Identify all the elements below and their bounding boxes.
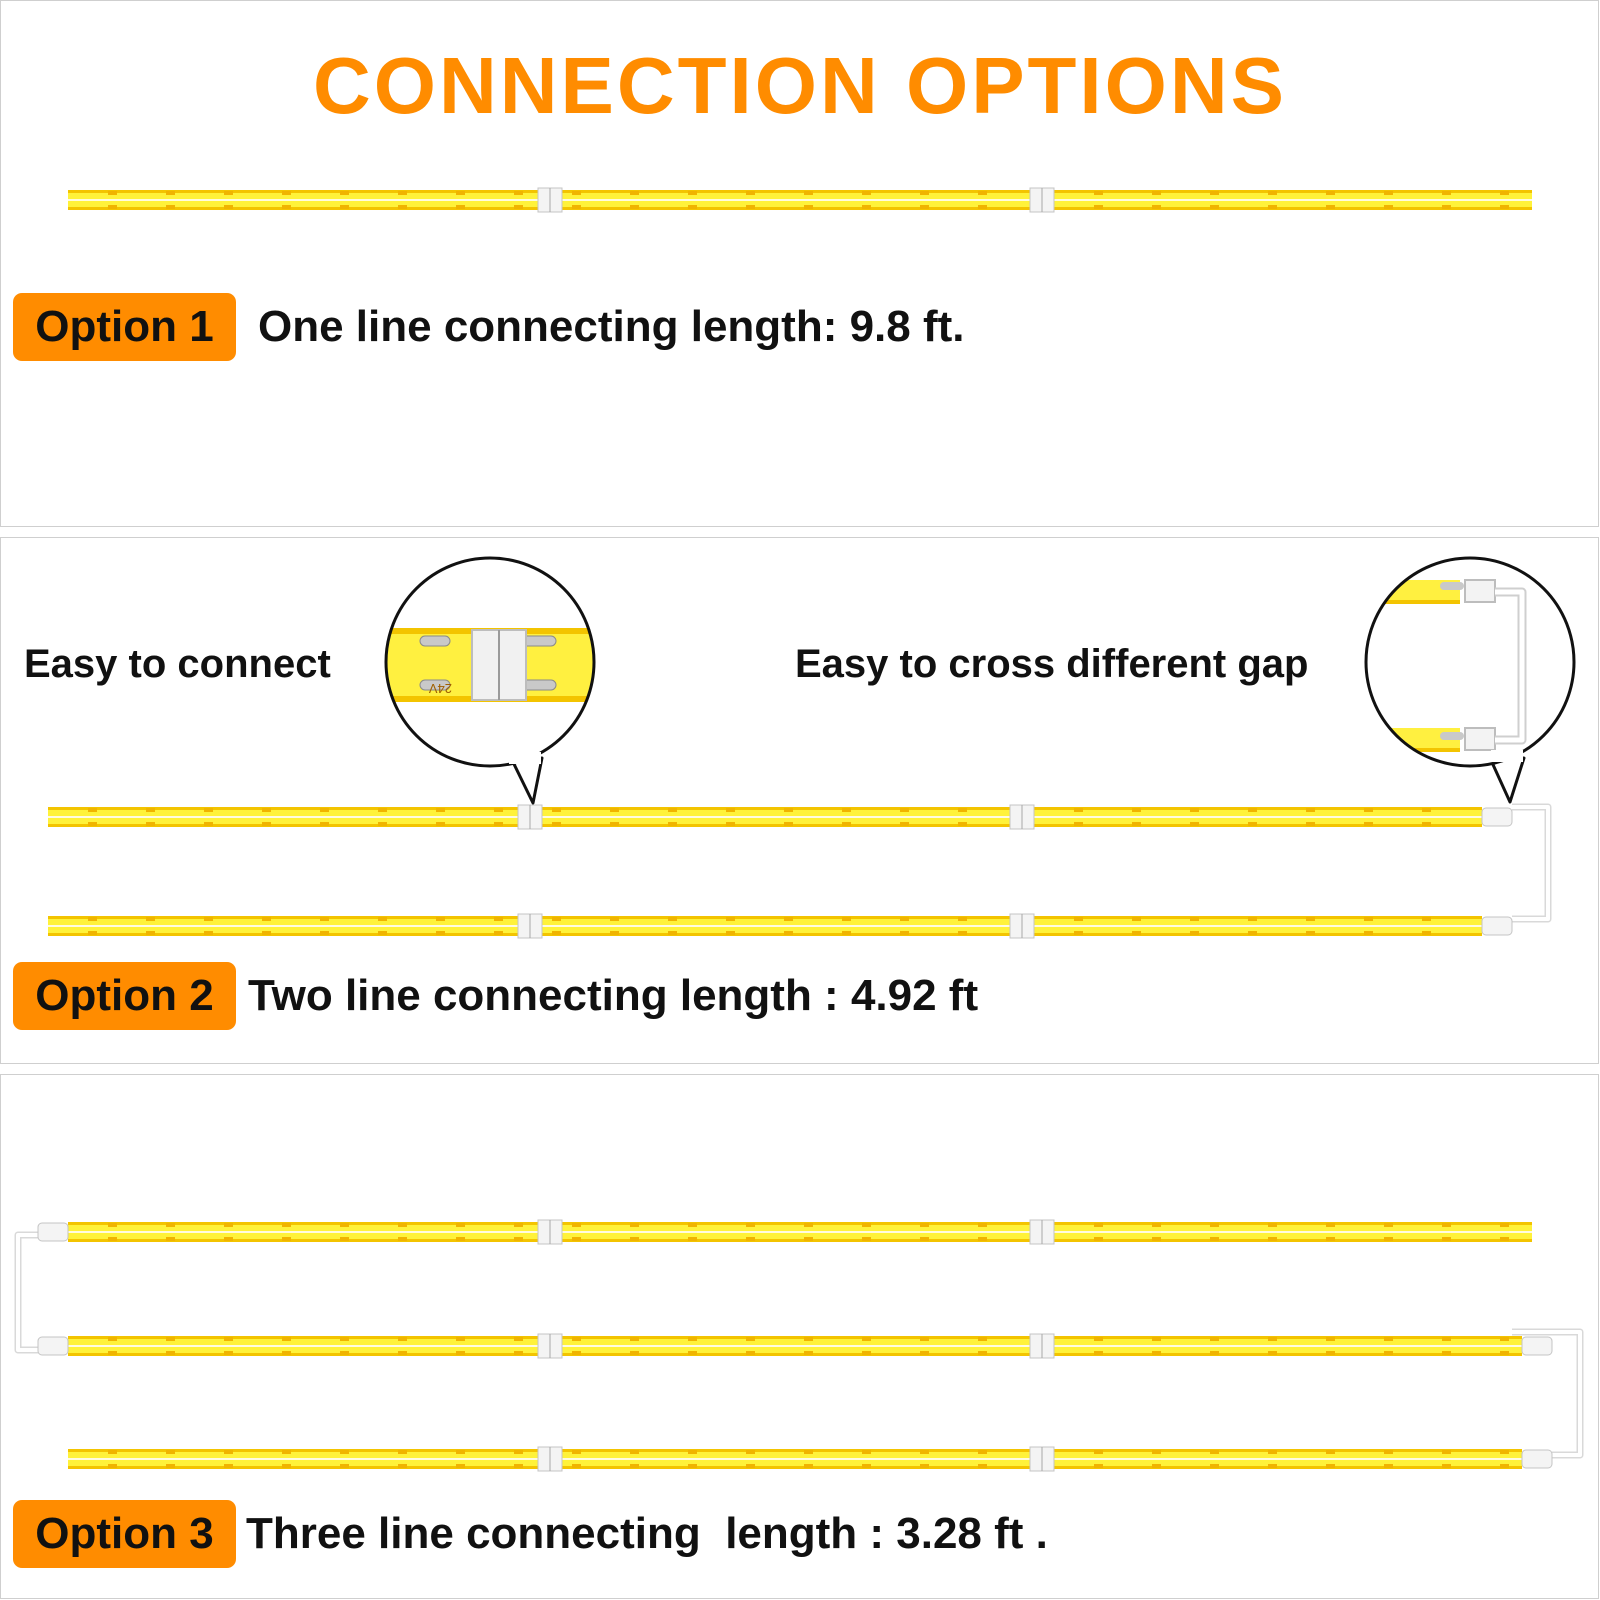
option-1-description: One line connecting length: 9.8 ft. bbox=[258, 302, 965, 351]
option-2-description: Two line connecting length : 4.92 ft bbox=[248, 971, 979, 1020]
cable-connector bbox=[38, 1223, 68, 1241]
cable-connector bbox=[1522, 1337, 1552, 1355]
cable-connector bbox=[38, 1337, 68, 1355]
gap-cable-option-3-left bbox=[18, 1235, 70, 1350]
easy-to-cross-gap-label: Easy to cross different gap bbox=[795, 642, 1309, 686]
option-2-badge: Option 2 bbox=[13, 962, 236, 1030]
option-1-badge: Option 1 bbox=[13, 293, 236, 361]
cable-connector bbox=[1522, 1450, 1552, 1468]
cable-connector bbox=[1482, 808, 1512, 826]
connector-zoom-callout bbox=[380, 558, 600, 803]
gap-zoom-callout bbox=[1360, 558, 1574, 802]
cable-connector bbox=[1482, 917, 1512, 935]
page-title: CONNECTION OPTIONS bbox=[312, 41, 1288, 130]
strip-voltage-mark: 24V bbox=[428, 681, 452, 696]
gap-cable-option-2 bbox=[1512, 807, 1548, 919]
option-3-description: Three line connecting length : 3.28 ft . bbox=[246, 1509, 1048, 1558]
easy-to-connect-label: Easy to connect bbox=[24, 642, 331, 686]
option-3-badge: Option 3 bbox=[13, 1500, 236, 1568]
